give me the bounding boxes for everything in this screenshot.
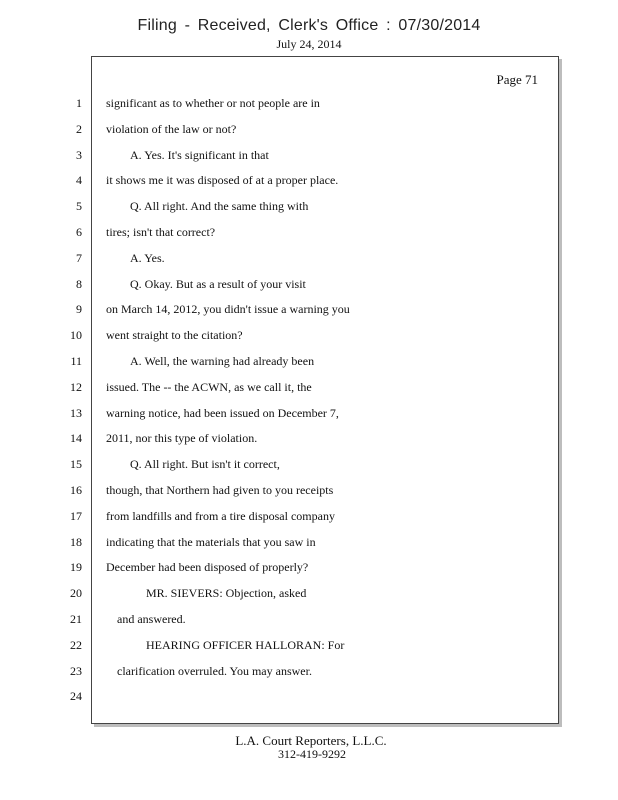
transcript-line-question: Q. Okay. But as a result of your visit bbox=[130, 276, 306, 291]
line-number: 17 bbox=[70, 508, 82, 523]
reporter-company: L.A. Court Reporters, L.L.C. bbox=[235, 733, 387, 748]
transcript-line: 2011, nor this type of violation. bbox=[106, 431, 258, 446]
transcript-line-question: Q. All right. And the same thing with bbox=[130, 199, 309, 214]
transcript-line: it shows me it was disposed of at a proper place. bbox=[106, 173, 339, 188]
line-number: 8 bbox=[76, 276, 82, 291]
transcript-line-speaker: MR. SIEVERS: Objection, asked bbox=[146, 586, 307, 601]
line-number: 16 bbox=[70, 482, 82, 497]
line-number: 1 bbox=[76, 96, 82, 110]
transcript-line: warning notice, had been issued on December 7, bbox=[106, 405, 339, 420]
line-number: 4 bbox=[76, 173, 82, 188]
line-number: 24 bbox=[70, 689, 82, 704]
line-number: 21 bbox=[70, 611, 82, 626]
transcript-line: tires; isn't that correct? bbox=[106, 224, 216, 239]
line-number: 19 bbox=[70, 560, 82, 575]
line-number: 15 bbox=[70, 457, 82, 472]
line-number: 5 bbox=[76, 199, 82, 214]
transcript-line: December had been disposed of properly? bbox=[106, 560, 309, 575]
line-number: 2 bbox=[76, 121, 82, 136]
transcript-line: significant as to whether or not people are in bbox=[106, 96, 320, 110]
line-number: 11 bbox=[70, 353, 82, 368]
transcript-line bbox=[106, 687, 536, 713]
line-number: 13 bbox=[70, 405, 82, 420]
deposition-date: July 24, 2014 bbox=[276, 37, 342, 51]
page-number: Page 71 bbox=[496, 72, 538, 87]
line-number: 10 bbox=[70, 328, 82, 343]
transcript-line-speaker: HEARING OFFICER HALLORAN: For bbox=[146, 637, 345, 652]
line-number: 7 bbox=[76, 250, 82, 265]
transcript-line-answer: A. Well, the warning had already been bbox=[130, 353, 315, 368]
transcript-line: from landfills and from a tire disposal company bbox=[106, 508, 335, 523]
transcript-line: violation of the law or not? bbox=[106, 121, 237, 136]
line-number: 18 bbox=[70, 534, 82, 549]
line-number: 22 bbox=[70, 637, 82, 652]
transcript-line: issued. The -- the ACWN, as we call it, the bbox=[106, 379, 312, 394]
filing-stamp: Filing - Received, Clerk's Office : 07/30/2014 bbox=[137, 17, 481, 34]
transcript-line: though, that Northern had given to you receipts bbox=[106, 482, 334, 497]
line-number: 12 bbox=[70, 379, 82, 394]
transcript-text bbox=[106, 94, 536, 713]
transcript-line-answer: A. Yes. bbox=[130, 250, 165, 265]
line-number: 9 bbox=[76, 302, 82, 317]
line-number: 14 bbox=[70, 431, 82, 446]
line-number-column bbox=[60, 94, 82, 713]
line-number: 6 bbox=[76, 224, 82, 239]
line-number: 3 bbox=[76, 147, 82, 162]
transcript-line: on March 14, 2012, you didn't issue a warning you bbox=[106, 302, 350, 317]
line-number: 20 bbox=[70, 586, 82, 601]
transcript-line: clarification overruled. You may answer. bbox=[117, 663, 312, 678]
transcript-line: went straight to the citation? bbox=[106, 328, 243, 343]
transcript-line-question: Q. All right. But isn't it correct, bbox=[130, 457, 280, 472]
transcript-line-answer: A. Yes. It's significant in that bbox=[130, 147, 269, 162]
line-number: 23 bbox=[70, 663, 82, 678]
reporter-phone: 312-419-9292 bbox=[278, 747, 346, 761]
transcript-line: and answered. bbox=[117, 611, 186, 626]
transcript-line: indicating that the materials that you saw in bbox=[106, 534, 316, 549]
